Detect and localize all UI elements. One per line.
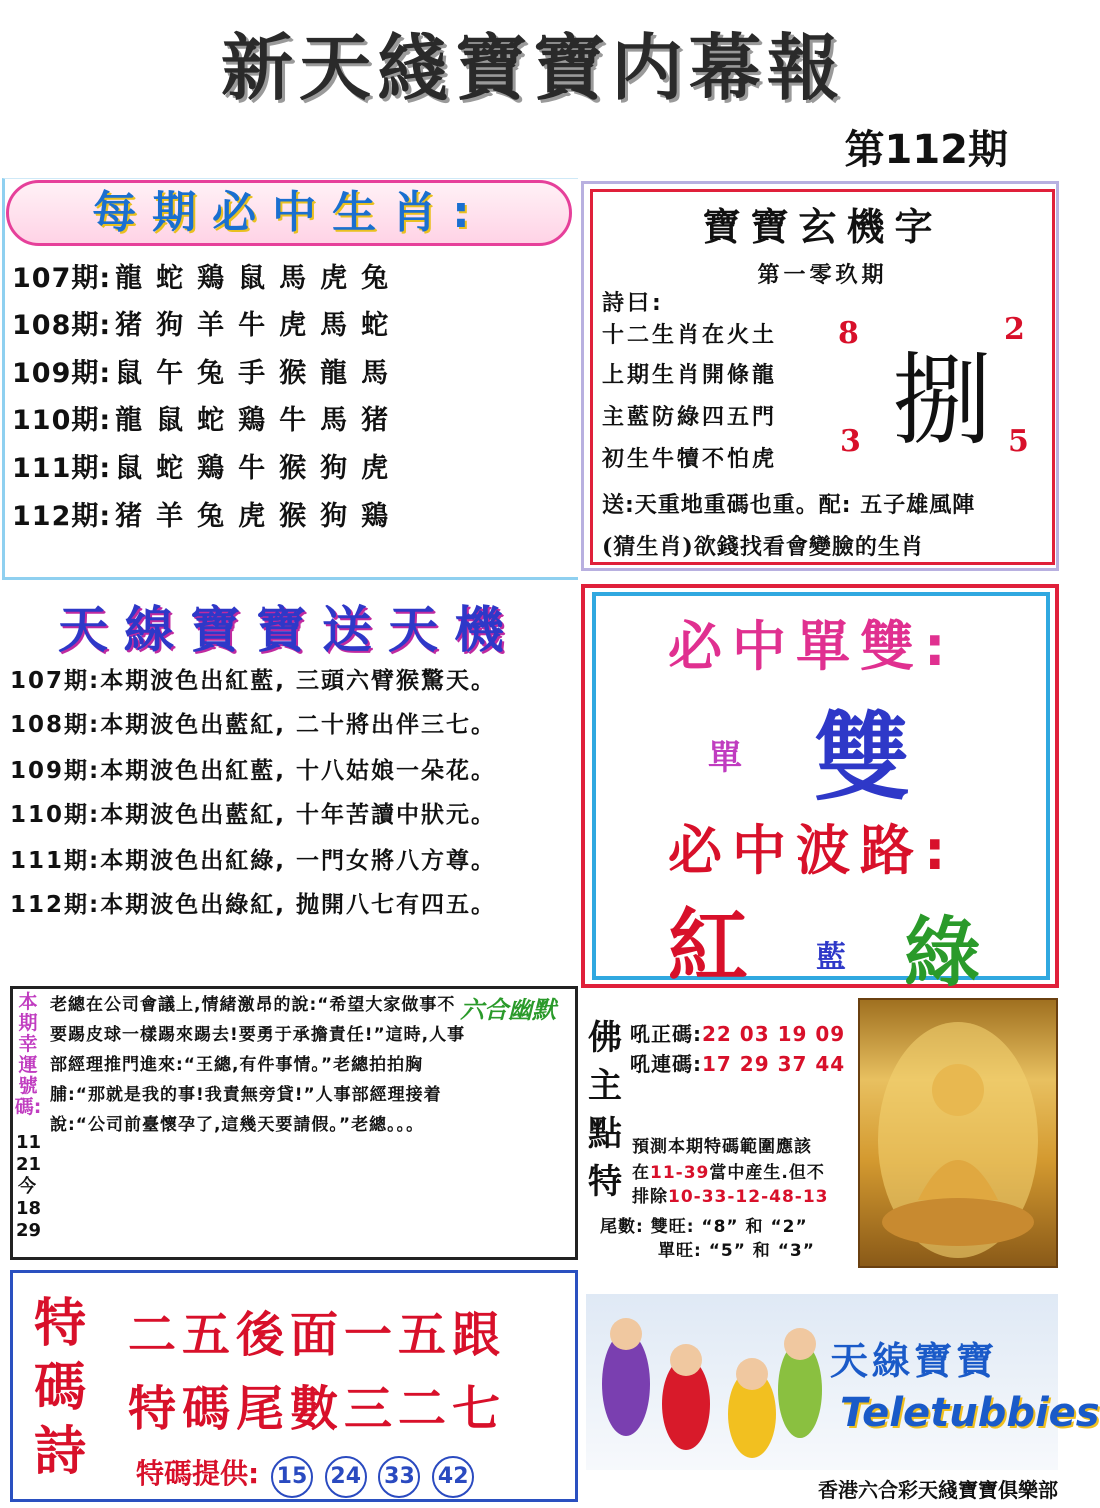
color-blue: 藍: [816, 940, 846, 975]
zodiac-row: 110期: 龍鼠蛇鶏牛馬猪: [12, 405, 403, 436]
poem-line: 上期生肖開條龍: [602, 363, 778, 388]
special-poem-line: 特碼尾數三二七: [128, 1381, 507, 1437]
poem-label: 詩曰:: [602, 291, 664, 316]
prediction-line: 在11-39當中産生.但不: [632, 1163, 825, 1183]
main-numbers: 吼正碼:22 03 19 09: [630, 1022, 846, 1046]
number-ball: 42: [432, 1456, 474, 1498]
club-name: 香港六合彩天綫寶寶俱樂部: [818, 1478, 1058, 1502]
poem-line: 主藍防綠四五門: [602, 405, 778, 430]
zodiac-row: 112期: 猪羊兔虎猴狗鶏: [12, 501, 403, 532]
even-label: 雙: [814, 702, 910, 814]
odd-label: 單: [708, 738, 742, 778]
tips-row: 112期:本期波色出綠紅, 抛開八七有四五。: [10, 892, 496, 918]
buddha-side-label: 佛主點特: [588, 1018, 622, 1202]
zodiac-row: 107期: 龍蛇鶏鼠馬虎兔: [12, 263, 403, 294]
tips-row: 107期:本期波色出紅藍, 三頭六臂猴驚天。: [10, 668, 496, 694]
lucky-label: 本期幸運號碼:: [14, 991, 42, 1118]
prediction-line: 預測本期特碼範圍應該: [632, 1137, 812, 1157]
brand-en: Teletubbies: [840, 1390, 1100, 1436]
poem-line: 十二生肖在火土: [602, 323, 778, 348]
riddle-subtitle: 第一零玖期: [757, 263, 888, 288]
joke-tag: 六合幽默: [460, 996, 556, 1024]
color-red: 紅: [668, 900, 748, 993]
tips-row: 111期:本期波色出紅綠, 一門女將八方尊。: [10, 848, 496, 874]
riddle-send: 送:天重地重碼也重。配: 五子雄風陣: [602, 493, 976, 518]
brand-cn: 天線寶寶: [830, 1339, 999, 1383]
buddha-image: [858, 998, 1058, 1268]
zodiac-row: 111期: 鼠蛇鶏牛猴狗虎: [12, 453, 403, 484]
riddle-big-char: 捌: [892, 342, 992, 459]
tips-row: 109期:本期波色出紅藍, 十八姑娘一朵花。: [10, 758, 496, 784]
poem-line: 初生牛犢不怕虎: [602, 447, 778, 472]
buddha-icon: [860, 1000, 1056, 1266]
zodiac-row: 109期: 鼠午兔手猴龍馬: [12, 358, 403, 389]
joke-text: 老總在公司會議上,情緒激昂的說:“希望大家做事不要踢皮球一樣踢來踢去!要勇于承擔責任!”這時,人事部經理推門進來:“王總,有件事情。”老總拍拍胸脯:“那就是我的事!我責無旁貸!”人事部經理接着說:“公司前臺懷孕了,這幾天要請假。”老總。。。: [50, 995, 466, 1135]
oddeven-heading: 必中單雙:: [668, 615, 956, 678]
special-side-label: 特碼詩: [33, 1294, 86, 1482]
number-ball: 15: [271, 1456, 313, 1498]
lucky-numbers: 11 21 今 18 29: [16, 1132, 42, 1241]
color-green: 綠: [904, 908, 980, 997]
number-ball: 24: [325, 1456, 367, 1498]
tips-row: 108期:本期波色出藍紅, 二十將出伴三七。: [10, 712, 496, 738]
tail-line: 尾數: 雙旺: “8” 和 “2”: [600, 1217, 808, 1237]
tips-row: 110期:本期波色出藍紅, 十年苦讀中狀元。: [10, 802, 496, 828]
link-numbers: 吼連碼:17 29 37 44: [630, 1052, 846, 1076]
special-provide: 特碼提供: 15 24 33 42: [136, 1452, 474, 1498]
riddle-number: 2: [1004, 312, 1025, 347]
zodiac-row: 108期: 猪狗羊牛虎馬蛇: [12, 310, 403, 341]
riddle-title: 寶寶玄機字: [702, 205, 943, 249]
page-title: 新天綫寶寶内幕報: [220, 26, 845, 110]
tips-heading: 天線寶寶送天機: [58, 601, 520, 659]
riddle-number: 3: [840, 424, 861, 459]
special-poem-line: 二五後面一五跟: [128, 1307, 507, 1363]
riddle-number: 5: [1008, 424, 1029, 459]
riddle-note: (猜生肖)欲錢找看會變臉的生肖: [602, 534, 924, 560]
riddle-number: 8: [838, 316, 859, 351]
issue-number: 第112期: [844, 127, 1008, 173]
number-ball: 33: [378, 1456, 420, 1498]
color-heading: 必中波路:: [668, 819, 956, 882]
zodiac-heading: 每期必中生肖:: [6, 180, 572, 246]
prediction-line: 排除10-33-12-48-13: [632, 1187, 829, 1207]
tail-line: 單旺: “5” 和 “3”: [658, 1241, 815, 1261]
